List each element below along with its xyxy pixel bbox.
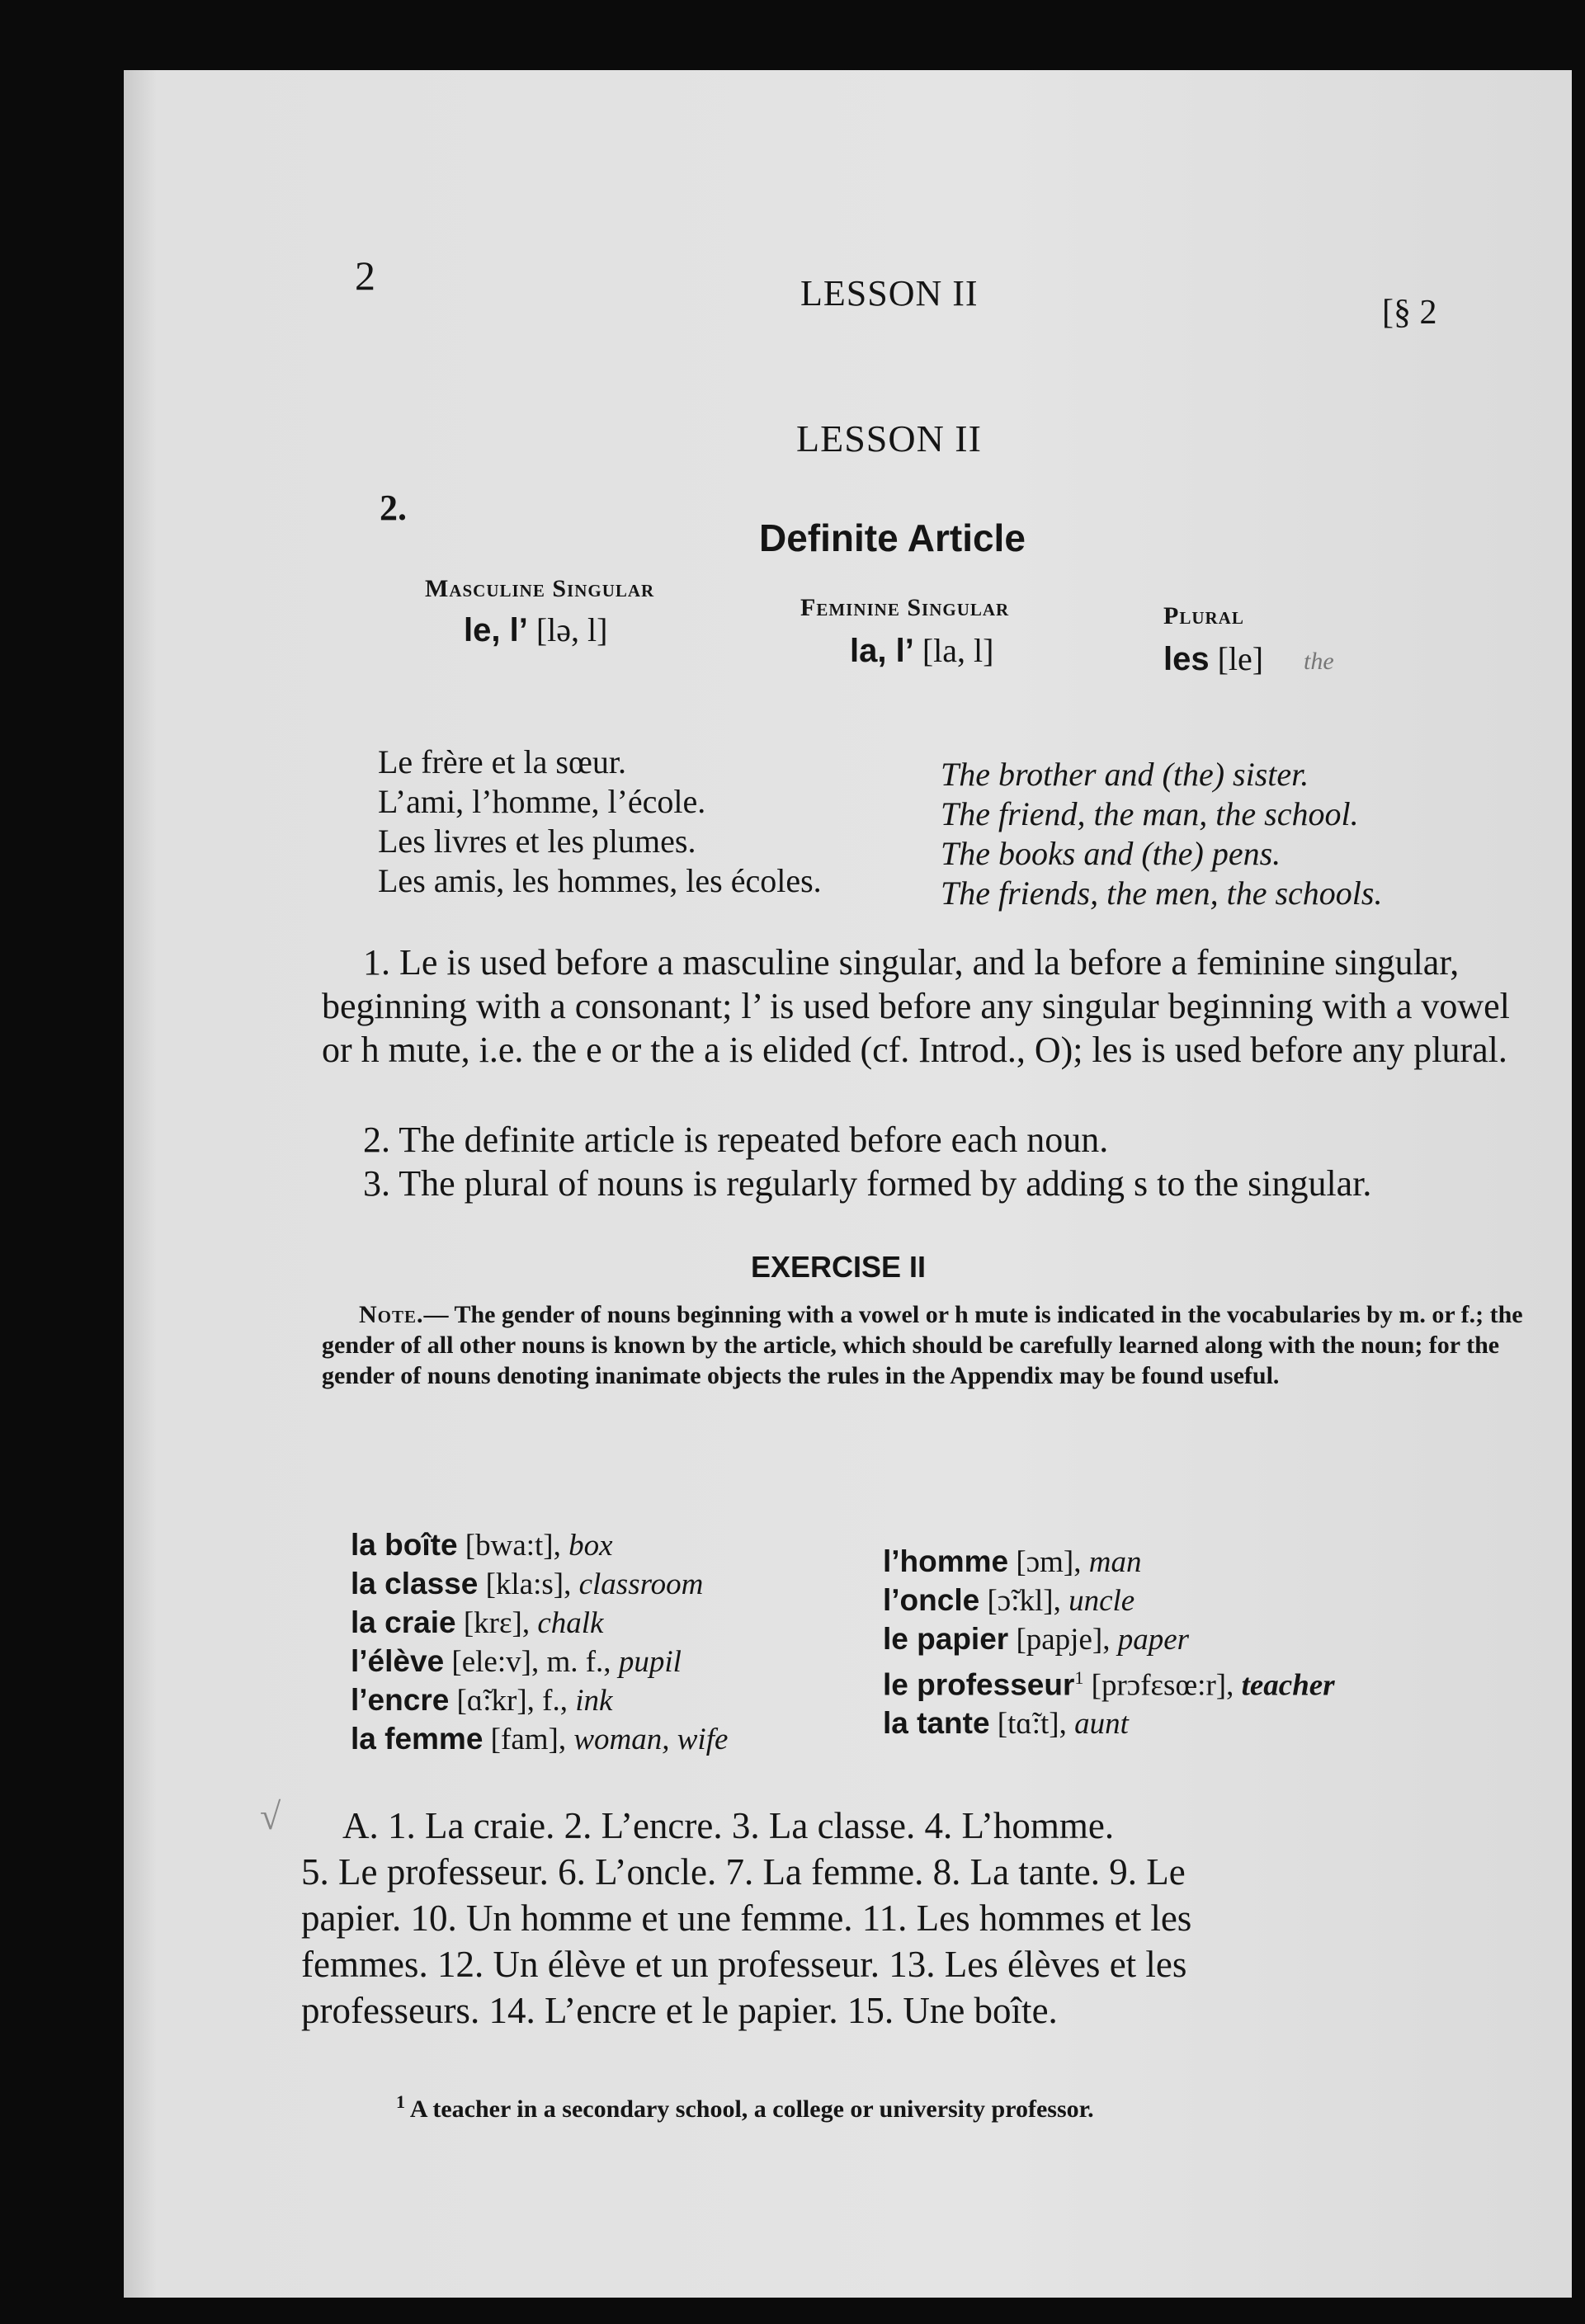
plural-forms bbox=[1163, 639, 1263, 678]
example-french-1: Le frère et la sœur. bbox=[378, 743, 626, 780]
footnote-mark: 1 bbox=[396, 2091, 405, 2112]
vocab-entry: l’élève [ele:v], m. f., pupil bbox=[351, 1644, 682, 1679]
exercise-a-line-5: professeurs. 14. L’encre et le papier. 15. Une boîte. bbox=[301, 1990, 1058, 2031]
vocab-entry: le professeur$^1$ [prɔfɛsœ:r], teacher bbox=[883, 1667, 1335, 1703]
feminine-phonetic: [la, l] bbox=[922, 632, 994, 669]
plural-phonetic: [le] bbox=[1217, 640, 1264, 677]
footnote bbox=[396, 2091, 1094, 2124]
masculine-article: le, l’ bbox=[464, 612, 528, 648]
vocab-entry: la craie [krɛ], chalk bbox=[351, 1605, 604, 1640]
column-heading-feminine: Feminine Singular bbox=[800, 594, 1010, 621]
example-english-2: The friend, the man, the school. bbox=[941, 795, 1359, 832]
footnote-text: A teacher in a secondary school, a college or university professor. bbox=[409, 2095, 1094, 2123]
example-french-2: L’ami, l’homme, l’école. bbox=[378, 783, 706, 820]
vocabulary-right bbox=[883, 1543, 1335, 1743]
exercise-note bbox=[322, 1299, 1568, 1391]
note-label: Note. bbox=[359, 1301, 424, 1328]
page-number: 2 bbox=[355, 252, 375, 299]
example-english-3: The books and (the) pens. bbox=[941, 835, 1281, 872]
feminine-forms bbox=[850, 631, 993, 670]
footnote-reference: 1 bbox=[1074, 1667, 1084, 1688]
example-french-3: Les livres et les plumes. bbox=[378, 823, 696, 860]
note-text: — The gender of nouns beginning with a vowel or h mute is indicated in the vocabularies by m. or f.; the gender of all other nouns is known by the article, which should be carefully learned along with the noun; for the gender of nouns denoting inanimate objects the rules in the Appendix may be found useful. bbox=[322, 1301, 1523, 1389]
vocab-entry: l’oncle [ɔ̃:kl], uncle bbox=[883, 1583, 1135, 1618]
plural-article: les bbox=[1163, 641, 1210, 677]
examples-french bbox=[378, 742, 822, 901]
exercise-a-line-1: A. 1. La craie. 2. L’encre. 3. La classe. 4. L’homme. bbox=[342, 1805, 1115, 1846]
exercise-title: EXERCISE II bbox=[751, 1250, 927, 1284]
rule-2: 2. The definite article is repeated before each noun. bbox=[363, 1120, 1109, 1160]
section-title: Definite Article bbox=[759, 516, 1026, 559]
vocab-entry: l’encre [ɑ̃:kr], f., ink bbox=[351, 1683, 613, 1718]
example-english-4: The friends, the men, the schools. bbox=[941, 874, 1383, 912]
example-french-4: Les amis, les hommes, les écoles. bbox=[378, 862, 822, 899]
vocab-entry: le papier [papje], paper bbox=[883, 1622, 1190, 1657]
vocab-entry: la classe [kla:s], classroom bbox=[351, 1567, 704, 1601]
vocab-entry: la femme [fam], woman, wife bbox=[351, 1722, 729, 1756]
exercise-a-line-4: femmes. 12. Un élève et un professeur. 13. Les élèves et les bbox=[301, 1944, 1187, 1985]
exercise-a-line-2: 5. Le professeur. 6. L’oncle. 7. La femme. 8. La tante. 9. Le bbox=[301, 1851, 1186, 1893]
vocab-entry: la boîte [bwa:t], box bbox=[351, 1528, 613, 1563]
column-heading-masculine: Masculine Singular bbox=[425, 575, 655, 602]
running-head: LESSON II bbox=[800, 273, 979, 313]
column-heading-plural: Plural bbox=[1163, 602, 1244, 629]
lesson-title: LESSON II bbox=[796, 417, 982, 460]
vocab-entry: l’homme [ɔm], man bbox=[883, 1544, 1142, 1579]
section-reference: [§ 2 bbox=[1382, 294, 1437, 332]
book-page bbox=[124, 70, 1572, 2298]
handwritten-check-mark: √ bbox=[260, 1795, 281, 1837]
rule-3: 3. The plural of nouns is regularly formed by adding s to the singular. bbox=[363, 1163, 1372, 1204]
exercise-a-line-3: papier. 10. Un homme et une femme. 11. Les hommes et les bbox=[301, 1897, 1192, 1939]
example-english-1: The brother and (the) sister. bbox=[941, 756, 1309, 793]
masculine-forms bbox=[464, 610, 607, 649]
examples-english bbox=[941, 755, 1383, 913]
handwritten-margin-note: the bbox=[1304, 648, 1334, 675]
vocabulary-left bbox=[351, 1526, 728, 1759]
masculine-phonetic: [lə, l] bbox=[535, 611, 608, 648]
section-number: 2. bbox=[380, 488, 407, 528]
rule-1: 1. Le is used before a masculine singular, and la before a feminine singular, beginning with a consonant; l’ is used before any singular beginning with a vowel or h mute, i.e. the e or the a is elided (cf. Introd., O); les is used before any plural. bbox=[322, 942, 1510, 1070]
vocab-entry: la tante [tɑ̃:t], aunt bbox=[883, 1706, 1129, 1742]
feminine-article: la, l’ bbox=[850, 633, 914, 669]
